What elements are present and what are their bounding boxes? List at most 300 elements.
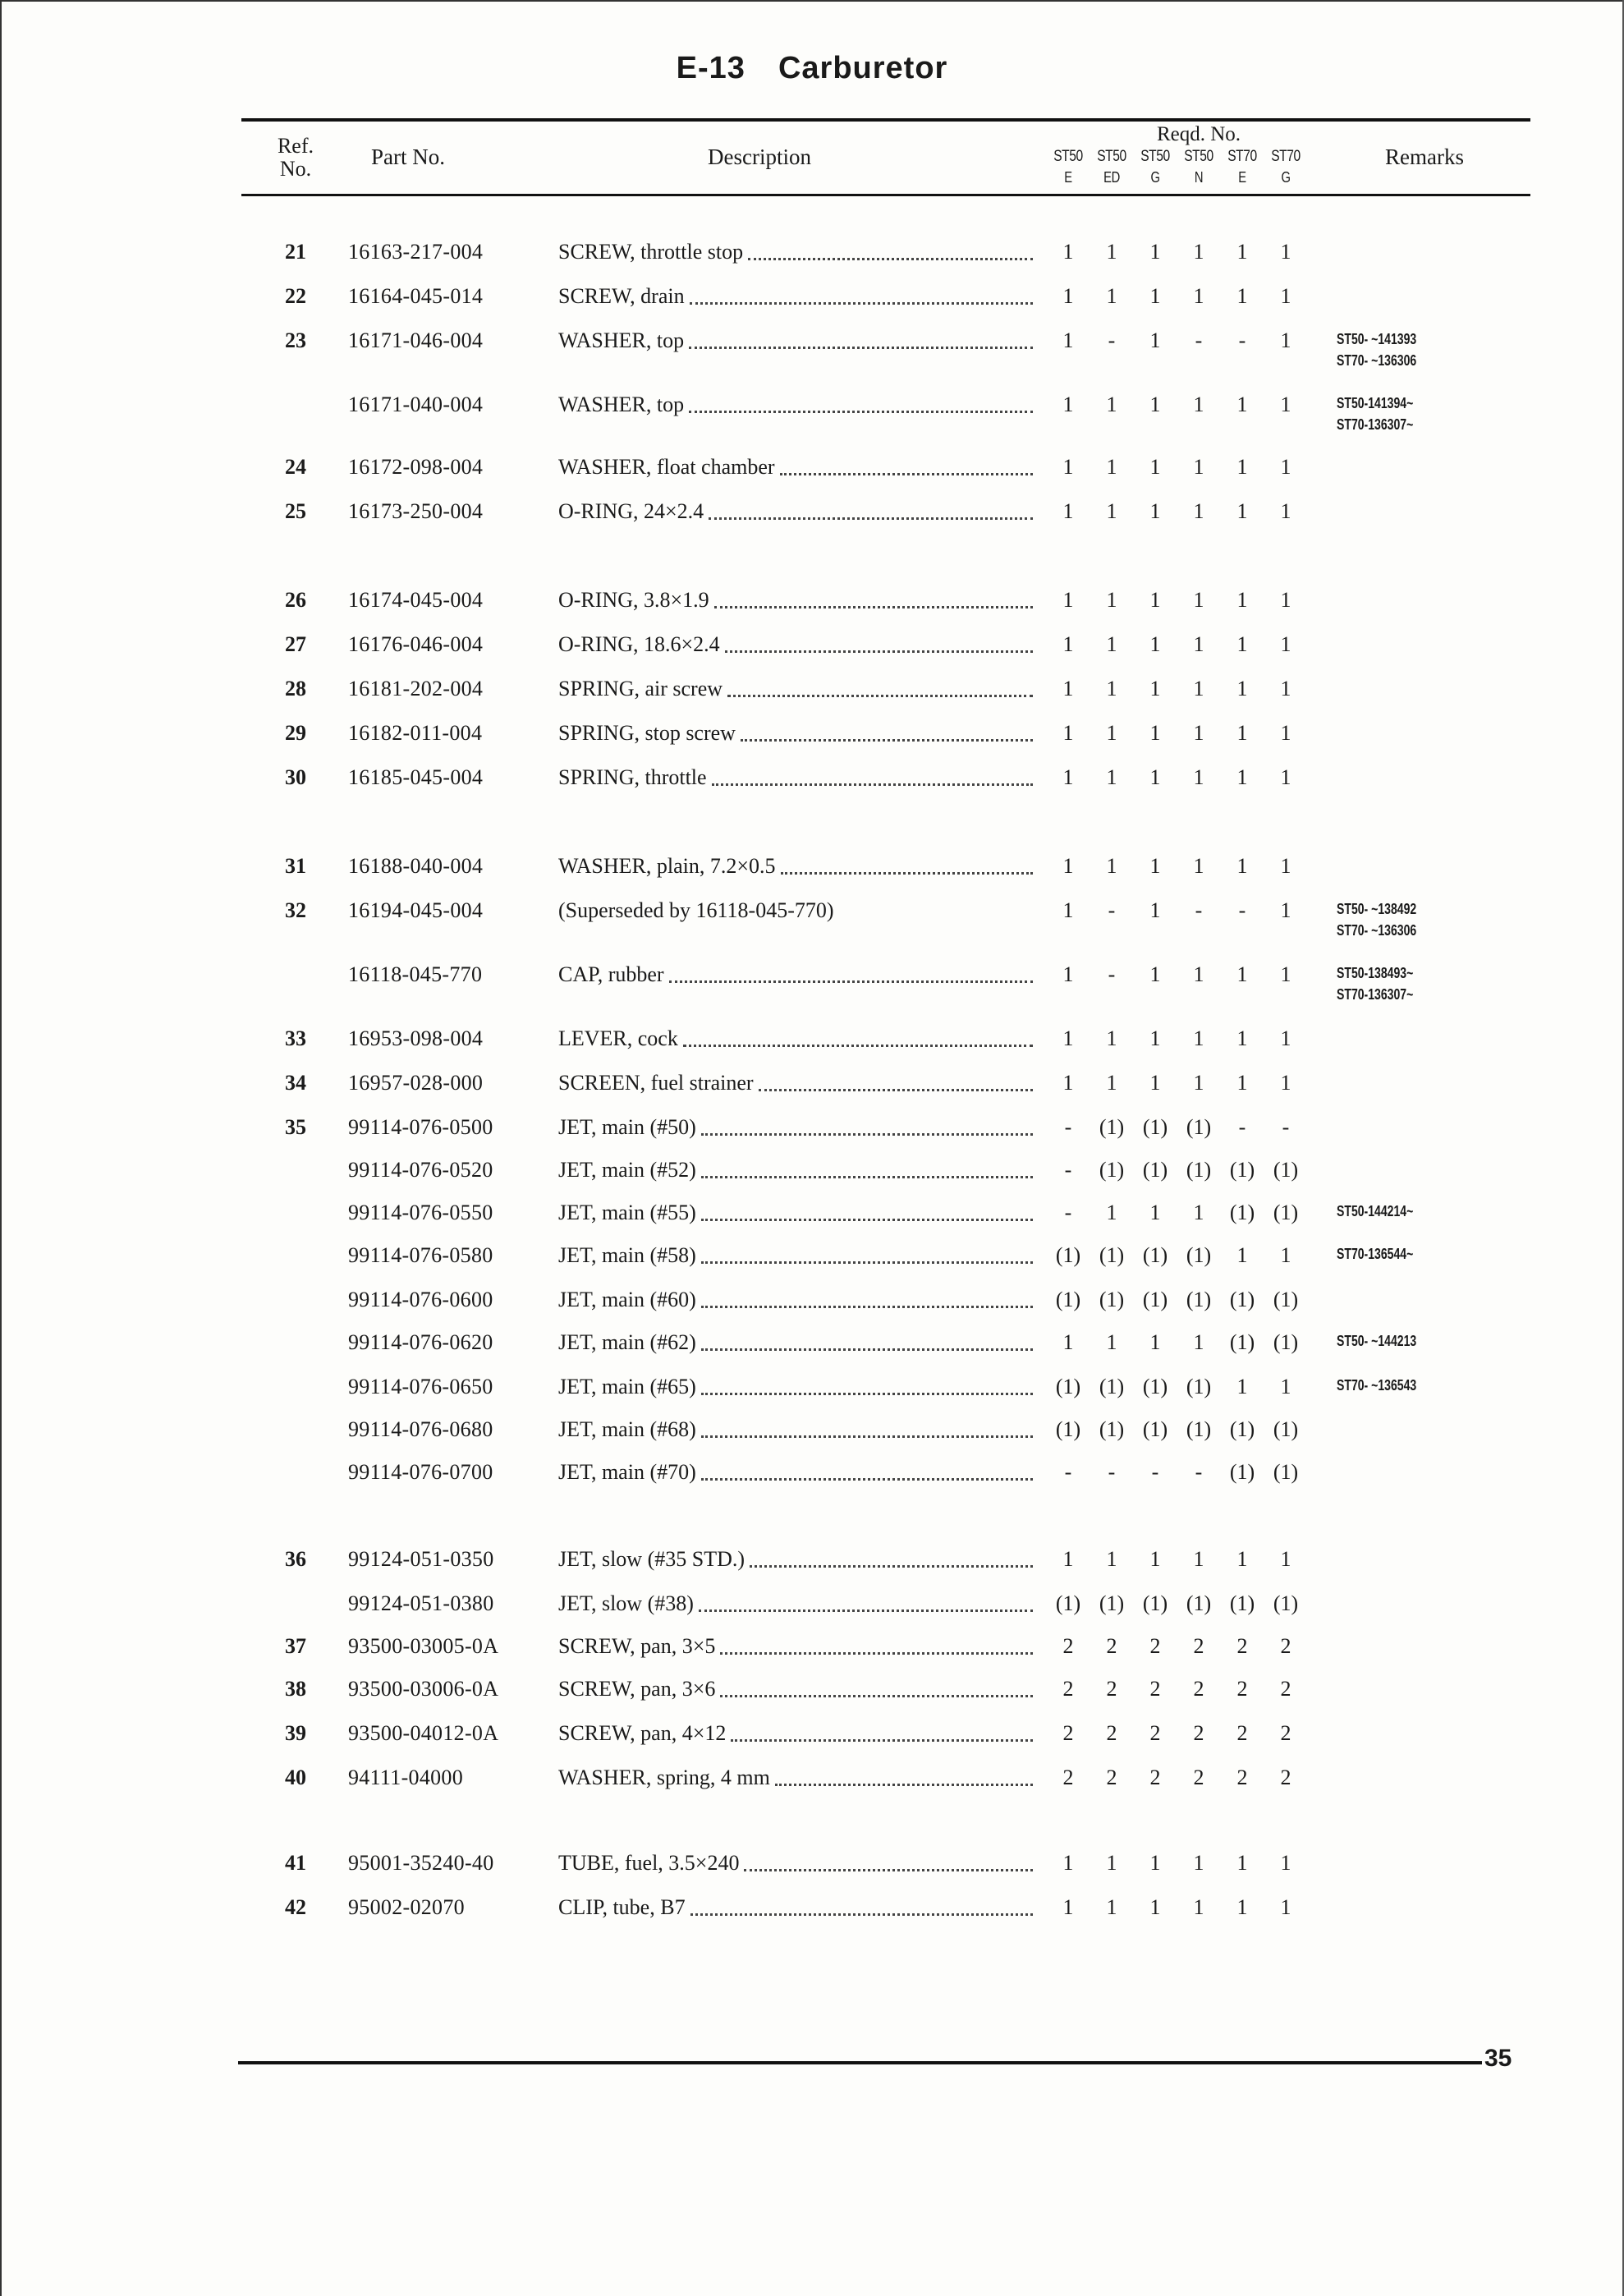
remarks (1337, 1375, 1501, 1396)
required-qty: 2 (1236, 1634, 1248, 1658)
part-description (558, 962, 1033, 990)
required-qty: 1 (1106, 393, 1117, 416)
required-qty: (1) (1099, 1288, 1125, 1311)
model-code-header: ST50 (1140, 148, 1170, 165)
dot-leader (701, 1201, 1033, 1221)
page-border-top (0, 0, 1624, 2)
part-number: 16182-011-004 (348, 721, 483, 745)
part-description (558, 328, 1033, 356)
required-qty: 2 (1062, 1634, 1074, 1658)
part-description-text: WASHER, top (558, 393, 685, 416)
table-row (0, 962, 1624, 1003)
required-qty: 1 (1236, 1547, 1248, 1571)
model-variant-header: N (1194, 169, 1204, 186)
dot-leader (725, 632, 1033, 653)
required-qty: 1 (1280, 898, 1291, 922)
required-qty: 1 (1062, 393, 1074, 416)
required-qty: 2 (1236, 1766, 1248, 1789)
part-description-text: SCREEN, fuel strainer (558, 1071, 754, 1095)
table-row (0, 854, 1624, 887)
ref-number: 29 (285, 721, 306, 745)
part-description-text: (Superseded by 16118-045-770) (558, 898, 834, 922)
dot-leader (720, 1634, 1033, 1655)
ref-number: 23 (285, 328, 306, 352)
table-row (0, 1330, 1624, 1363)
required-qty: 1 (1193, 240, 1204, 264)
part-number: 94111-04000 (348, 1766, 464, 1789)
required-qty: 1 (1106, 1547, 1117, 1571)
required-qty: (1) (1186, 1591, 1212, 1615)
ref-number: 27 (285, 632, 306, 656)
part-number: 16172-098-004 (348, 455, 484, 479)
required-qty: 2 (1106, 1721, 1117, 1745)
required-qty: 1 (1149, 854, 1161, 878)
required-qty: (1) (1142, 1115, 1168, 1139)
required-qty: 1 (1062, 1851, 1074, 1875)
part-number: 16173-250-004 (348, 499, 484, 523)
table-row (0, 721, 1624, 754)
header-rule-top (241, 118, 1530, 122)
required-qty: 2 (1149, 1721, 1161, 1745)
table-row (0, 765, 1624, 798)
dot-leader (701, 1460, 1033, 1481)
part-description-text: SCREW, pan, 4×12 (558, 1721, 727, 1745)
dot-leader (701, 1288, 1033, 1308)
table-row (0, 499, 1624, 532)
part-number: 93500-04012-0A (348, 1721, 499, 1745)
model-variant-header: G (1281, 169, 1291, 186)
required-qty: (1) (1186, 1417, 1212, 1441)
dot-leader (701, 1375, 1033, 1395)
required-qty: 1 (1106, 1330, 1117, 1354)
part-description-text: JET, main (#55) (558, 1201, 696, 1224)
part-number: 95002-02070 (348, 1895, 465, 1919)
remark-line: ST70-136544~ (1337, 1246, 1414, 1262)
part-description (558, 588, 1033, 615)
part-number: 95001-35240-40 (348, 1851, 494, 1875)
remark-line: ST70- ~136306 (1337, 352, 1417, 369)
part-number: 16188-040-004 (348, 854, 484, 878)
required-qty: 1 (1280, 632, 1291, 656)
required-qty: (1) (1273, 1591, 1299, 1615)
remarks (1337, 898, 1501, 941)
required-qty: 1 (1062, 854, 1074, 878)
part-description (558, 1634, 1033, 1661)
page-number: 35 (1484, 2045, 1512, 2072)
table-row (0, 1721, 1624, 1754)
dot-leader (701, 1330, 1033, 1351)
ref-number: 42 (285, 1895, 306, 1919)
required-qty: (1) (1273, 1288, 1299, 1311)
footer-rule (238, 2061, 1482, 2064)
required-qty: (1) (1186, 1158, 1212, 1182)
table-row (0, 588, 1624, 621)
required-qty: - (1108, 328, 1116, 352)
part-description (558, 1895, 1033, 1922)
table-row (0, 1071, 1624, 1104)
ref-number: 40 (285, 1766, 306, 1789)
part-description-text: WASHER, top (558, 328, 685, 352)
ref-number: 22 (285, 284, 306, 308)
part-description (558, 854, 1033, 881)
required-qty: - (1238, 328, 1246, 352)
remark-line: ST50-138493~ (1337, 965, 1414, 981)
part-number: 99114-076-0580 (348, 1243, 493, 1267)
model-variant-header: E (1064, 169, 1072, 186)
remarks (1337, 962, 1501, 1005)
required-qty: 1 (1193, 1026, 1204, 1050)
required-qty: 1 (1062, 455, 1074, 479)
ref-number: 26 (285, 588, 306, 612)
required-qty: 1 (1106, 1895, 1117, 1919)
header-part-no: Part No. (371, 145, 445, 169)
remarks (1337, 328, 1501, 371)
header-reqd-no: Reqd. No. (1156, 123, 1241, 145)
part-description (558, 898, 1033, 923)
required-qty: 1 (1149, 765, 1161, 789)
required-qty: 1 (1280, 499, 1291, 523)
part-number: 16953-098-004 (348, 1026, 484, 1050)
required-qty: - (1195, 898, 1203, 922)
required-qty: - (1064, 1158, 1072, 1182)
required-qty: 1 (1193, 632, 1204, 656)
dot-leader (701, 1158, 1033, 1178)
part-description-text: SPRING, throttle (558, 765, 707, 789)
ref-number: 31 (285, 854, 306, 878)
remark-line: ST50-141394~ (1337, 395, 1414, 411)
required-qty: 1 (1149, 1026, 1161, 1050)
table-row (0, 1288, 1624, 1320)
dot-leader (750, 1547, 1033, 1568)
part-description-text: CAP, rubber (558, 962, 664, 986)
required-qty: 1 (1280, 1026, 1291, 1050)
required-qty: 2 (1236, 1677, 1248, 1701)
remarks (1337, 393, 1501, 435)
part-number: 16176-046-004 (348, 632, 484, 656)
table-row (0, 677, 1624, 709)
part-description-text: SPRING, stop screw (558, 721, 736, 745)
required-qty: (1) (1055, 1591, 1081, 1615)
part-description-text: JET, main (#60) (558, 1288, 696, 1311)
dot-leader (759, 1071, 1033, 1091)
part-number: 99114-076-0520 (348, 1158, 493, 1182)
required-qty: 1 (1062, 898, 1074, 922)
dot-leader (669, 962, 1033, 983)
required-qty: 1 (1193, 393, 1204, 416)
required-qty: (1) (1186, 1115, 1212, 1139)
required-qty: 1 (1062, 1071, 1074, 1095)
required-qty: 2 (1193, 1721, 1204, 1745)
table-row (0, 898, 1624, 939)
required-qty: 1 (1062, 765, 1074, 789)
required-qty: - (1195, 328, 1203, 352)
part-description (558, 1460, 1033, 1487)
required-qty: 1 (1106, 455, 1117, 479)
part-number: 16164-045-014 (348, 284, 484, 308)
required-qty: - (1195, 1460, 1203, 1484)
required-qty: 1 (1149, 1201, 1161, 1224)
remark-line: ST50- ~144213 (1337, 1333, 1417, 1349)
ref-number: 21 (285, 240, 306, 264)
required-qty: 2 (1062, 1677, 1074, 1701)
ref-number: 32 (285, 898, 306, 922)
dot-leader (689, 328, 1033, 349)
part-number: 99114-076-0700 (348, 1460, 493, 1484)
part-description-text: JET, main (#52) (558, 1158, 696, 1182)
required-qty: 1 (1193, 499, 1204, 523)
required-qty: 1 (1149, 240, 1161, 264)
required-qty: 1 (1280, 1851, 1291, 1875)
ref-number: 39 (285, 1721, 306, 1745)
remark-line: ST70-136307~ (1337, 416, 1414, 433)
dot-leader (741, 721, 1033, 742)
required-qty: (1) (1186, 1243, 1212, 1267)
required-qty: 1 (1149, 1851, 1161, 1875)
part-number: 99114-076-0500 (348, 1115, 493, 1139)
required-qty: 1 (1280, 1375, 1291, 1398)
required-qty: (1) (1099, 1115, 1125, 1139)
part-description (558, 1330, 1033, 1357)
required-qty: (1) (1142, 1591, 1168, 1615)
dot-leader (701, 1115, 1033, 1136)
dot-leader (689, 393, 1033, 413)
required-qty: 1 (1106, 284, 1117, 308)
part-description (558, 1071, 1033, 1098)
required-qty: 1 (1280, 455, 1291, 479)
required-qty: 1 (1062, 962, 1074, 986)
table-row (0, 1766, 1624, 1798)
header-ref-line1: Ref. (277, 134, 314, 158)
required-qty: 1 (1236, 499, 1248, 523)
required-qty: - (1108, 962, 1116, 986)
required-qty: 1 (1149, 588, 1161, 612)
remark-line: ST50- ~141393 (1337, 331, 1417, 347)
required-qty: 1 (1149, 1547, 1161, 1571)
part-description (558, 1158, 1033, 1185)
required-qty: 1 (1193, 1895, 1204, 1919)
part-description (558, 1851, 1033, 1878)
required-qty: 1 (1280, 677, 1291, 700)
dot-leader (775, 1766, 1033, 1786)
required-qty: 1 (1106, 765, 1117, 789)
required-qty: 1 (1106, 240, 1117, 264)
required-qty: 1 (1236, 1243, 1248, 1267)
required-qty: 1 (1149, 1330, 1161, 1354)
required-qty: 1 (1236, 393, 1248, 416)
part-description-text: LEVER, cock (558, 1026, 678, 1050)
part-description (558, 1591, 1033, 1619)
required-qty: 1 (1236, 455, 1248, 479)
ref-number: 37 (285, 1634, 306, 1658)
required-qty: (1) (1099, 1243, 1125, 1267)
part-description (558, 1375, 1033, 1402)
required-qty: 2 (1106, 1677, 1117, 1701)
required-qty: (1) (1229, 1201, 1255, 1224)
required-qty: 1 (1149, 632, 1161, 656)
remarks (1337, 1201, 1501, 1222)
part-number: 16181-202-004 (348, 677, 484, 700)
table-row (0, 1115, 1624, 1148)
table-row (0, 1851, 1624, 1884)
part-number: 99114-076-0650 (348, 1375, 493, 1398)
required-qty: 1 (1280, 393, 1291, 416)
required-qty: 1 (1062, 632, 1074, 656)
required-qty: 1 (1236, 588, 1248, 612)
required-qty: 1 (1106, 854, 1117, 878)
ref-number: 28 (285, 677, 306, 700)
required-qty: 1 (1193, 765, 1204, 789)
part-number: 16174-045-004 (348, 588, 484, 612)
part-number: 99114-076-0550 (348, 1201, 493, 1224)
required-qty: 2 (1193, 1634, 1204, 1658)
required-qty: 1 (1106, 1201, 1117, 1224)
required-qty: 1 (1280, 721, 1291, 745)
part-description-text: O-RING, 3.8×1.9 (558, 588, 709, 612)
required-qty: (1) (1099, 1591, 1125, 1615)
required-qty: 1 (1236, 677, 1248, 700)
required-qty: 2 (1062, 1766, 1074, 1789)
part-description-text: TUBE, fuel, 3.5×240 (558, 1851, 740, 1875)
dot-leader (744, 1851, 1033, 1871)
part-number: 99114-076-0600 (348, 1288, 493, 1311)
required-qty: (1) (1273, 1330, 1299, 1354)
required-qty: 1 (1280, 240, 1291, 264)
required-qty: (1) (1099, 1158, 1125, 1182)
part-number: 16118-045-770 (348, 962, 483, 986)
required-qty: (1) (1229, 1330, 1255, 1354)
dot-leader (720, 1677, 1033, 1697)
required-qty: 1 (1149, 499, 1161, 523)
section-name: Carburetor (778, 51, 948, 85)
part-description-text: JET, main (#70) (558, 1460, 696, 1484)
dot-leader (727, 677, 1033, 697)
dot-leader (712, 765, 1033, 786)
required-qty: (1) (1142, 1288, 1168, 1311)
table-row (0, 1677, 1624, 1710)
required-qty: - (1282, 1115, 1290, 1139)
required-qty: - (1238, 1115, 1246, 1139)
ref-number: 34 (285, 1071, 306, 1095)
required-qty: (1) (1055, 1243, 1081, 1267)
header-ref-no (246, 135, 345, 181)
required-qty: 1 (1106, 499, 1117, 523)
dot-leader (731, 1721, 1033, 1742)
required-qty: (1) (1142, 1158, 1168, 1182)
required-qty: 1 (1149, 898, 1161, 922)
remark-line: ST70- ~136543 (1337, 1377, 1417, 1394)
dot-leader (690, 284, 1033, 305)
header-rule-bottom (241, 194, 1530, 196)
dot-leader (781, 854, 1033, 875)
required-qty: 1 (1062, 588, 1074, 612)
ref-number: 30 (285, 765, 306, 789)
part-description-text: SCREW, drain (558, 284, 685, 308)
required-qty: - (1108, 898, 1116, 922)
page-title (0, 51, 1624, 86)
ref-number: 33 (285, 1026, 306, 1050)
required-qty: 2 (1280, 1634, 1291, 1658)
required-qty: 1 (1106, 632, 1117, 656)
required-qty: 1 (1149, 455, 1161, 479)
required-qty: 1 (1236, 854, 1248, 878)
required-qty: 1 (1193, 284, 1204, 308)
required-qty: 1 (1062, 677, 1074, 700)
model-variant-header: ED (1103, 169, 1120, 186)
part-description (558, 1026, 1033, 1054)
part-description-text: WASHER, float chamber (558, 455, 775, 479)
dot-leader (699, 1591, 1033, 1612)
table-row (0, 1026, 1624, 1059)
required-qty: 1 (1149, 677, 1161, 700)
required-qty: 1 (1149, 1895, 1161, 1919)
required-qty: 1 (1236, 721, 1248, 745)
part-description-text: WASHER, spring, 4 mm (558, 1766, 770, 1789)
required-qty: 1 (1280, 1895, 1291, 1919)
required-qty: 1 (1106, 1026, 1117, 1050)
part-description-text: JET, main (#58) (558, 1243, 696, 1267)
required-qty: 1 (1106, 588, 1117, 612)
part-description-text: O-RING, 18.6×2.4 (558, 632, 720, 656)
dot-leader (690, 1895, 1033, 1916)
required-qty: 1 (1149, 1071, 1161, 1095)
part-description (558, 240, 1033, 267)
part-description-text: SCREW, pan, 3×6 (558, 1677, 716, 1701)
required-qty: (1) (1142, 1375, 1168, 1398)
part-description-text: SCREW, pan, 3×5 (558, 1634, 716, 1658)
required-qty: - (1064, 1201, 1072, 1224)
required-qty: 1 (1280, 1243, 1291, 1267)
required-qty: 1 (1236, 1851, 1248, 1875)
required-qty: (1) (1229, 1591, 1255, 1615)
model-code-header: ST50 (1184, 148, 1213, 165)
part-description (558, 1721, 1033, 1748)
ref-number: 24 (285, 455, 306, 479)
required-qty: 2 (1193, 1766, 1204, 1789)
table-row (0, 240, 1624, 273)
required-qty: 1 (1193, 1201, 1204, 1224)
required-qty: 1 (1236, 1026, 1248, 1050)
part-description (558, 1677, 1033, 1704)
model-variant-header: E (1238, 169, 1246, 186)
required-qty: (1) (1055, 1417, 1081, 1441)
part-description-text: JET, main (#65) (558, 1375, 696, 1398)
required-qty: 1 (1280, 765, 1291, 789)
required-qty: - (1064, 1115, 1072, 1139)
table-row (0, 1158, 1624, 1191)
required-qty: 2 (1193, 1677, 1204, 1701)
required-qty: (1) (1273, 1417, 1299, 1441)
part-number: 16194-045-004 (348, 898, 484, 922)
required-qty: 1 (1236, 962, 1248, 986)
table-row (0, 1591, 1624, 1624)
part-description-text: JET, main (#50) (558, 1115, 696, 1139)
required-qty: 1 (1280, 962, 1291, 986)
part-description (558, 499, 1033, 526)
dot-leader (701, 1243, 1033, 1264)
required-qty: 1 (1193, 962, 1204, 986)
required-qty: 1 (1236, 1895, 1248, 1919)
part-description-text: WASHER, plain, 7.2×0.5 (558, 854, 776, 878)
required-qty: 2 (1280, 1677, 1291, 1701)
part-description (558, 1201, 1033, 1228)
table-row (0, 328, 1624, 369)
required-qty: 1 (1106, 677, 1117, 700)
model-code-header: ST50 (1097, 148, 1126, 165)
required-qty: 1 (1062, 1895, 1074, 1919)
required-qty: 1 (1280, 1071, 1291, 1095)
required-qty: 1 (1236, 1375, 1248, 1398)
section-number: E-13 (676, 51, 745, 85)
